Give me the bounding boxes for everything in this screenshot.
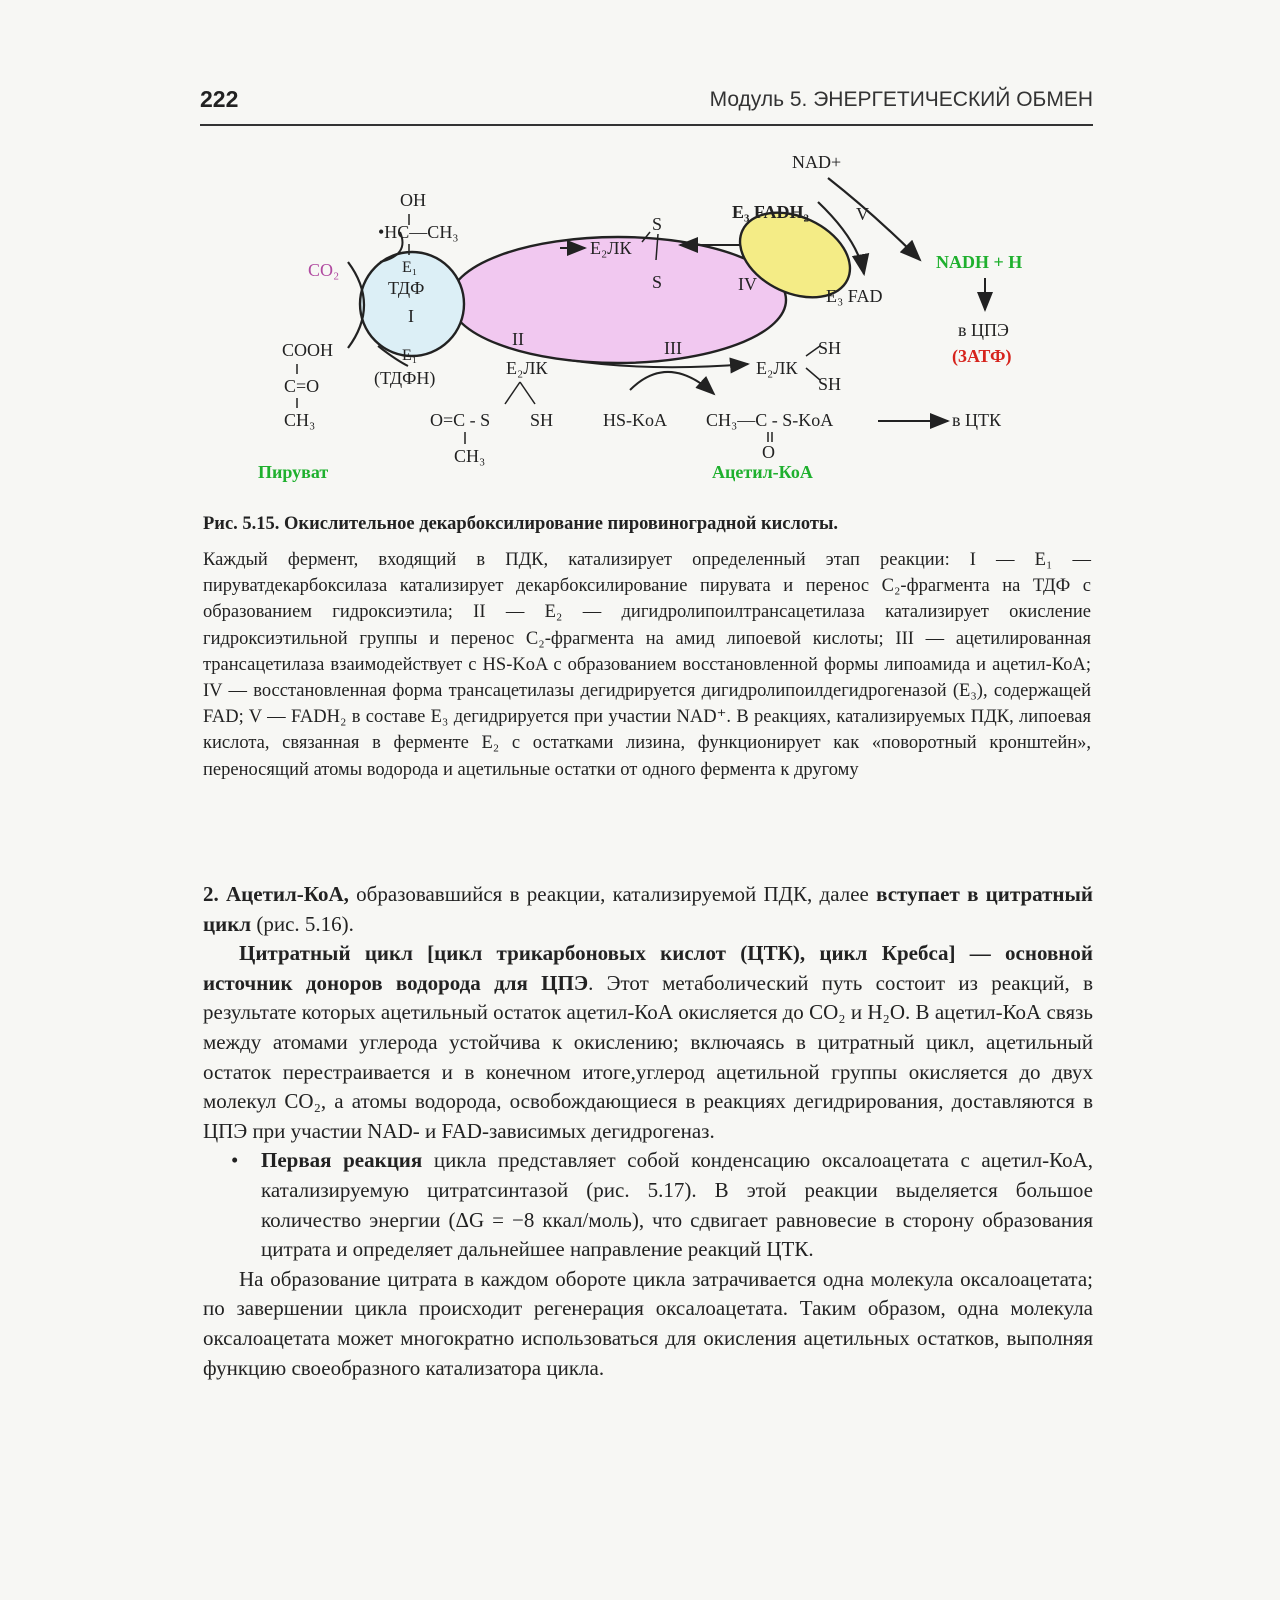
figure-caption: [203, 514, 1091, 783]
body-text: [203, 880, 1093, 1383]
running-head: Модуль 5. ЭНЕРГЕТИЧЕСКИЙ ОБМЕН: [709, 88, 1093, 111]
nadh-label: NADH + H: [936, 252, 1023, 272]
hydroxyethyl-label: •HC—CH₃: [378, 222, 459, 242]
list-item-first-reaction: [203, 1146, 1093, 1264]
s-bottom-label: S: [652, 272, 663, 292]
pdh-diagram: [0, 0, 1280, 500]
cooh-label: COOH: [282, 340, 334, 360]
paragraph-citrate-cycle: [203, 939, 1093, 1146]
acetyl-fragment-label: O=C - S: [430, 410, 491, 430]
e2lk-top-label: E₂ЛК: [590, 238, 632, 258]
roman-2-label: II: [512, 329, 524, 349]
acetyl-koa-label: Ацетил-КоА: [712, 462, 813, 482]
roman-4-label: IV: [738, 274, 757, 294]
tdfh-label: (ТДФН): [374, 368, 436, 388]
co2-label: CO₂: [308, 260, 340, 280]
tdf-label: ТДФ: [388, 278, 425, 298]
bond-line: [520, 382, 535, 404]
roman-1-label: I: [408, 306, 414, 326]
e2lk-left-label: E₂ЛК: [506, 358, 548, 378]
roman-3-label: III: [664, 338, 682, 358]
first-reaction-bold: Первая реакция: [261, 1148, 423, 1173]
bond-line: [505, 382, 520, 404]
to-etc-label: в ЦПЭ: [958, 320, 1009, 340]
nad-plus-label: NAD+: [792, 152, 842, 172]
o-below-label: O: [762, 442, 775, 462]
citrate-cycle-definition: Цитратный цикл [цикл трикарбоновых кислот (ЦТК), цикл Кребса] — основной источник доноров водорода для ЦПЭ: [203, 941, 1093, 995]
page-number: 222: [200, 86, 239, 112]
paragraph-text: На образование цитрата в каждом обороте цикла затрачивается одна молекула оксалоацетата; по завершении цикла происходит регенерация оксалоацетата. Таким образом, одна молекула оксалоацетата может многократно использоваться для окисления ацетильных остатков, выполняя функцию своеобразного катализатора цикла.: [203, 1266, 1093, 1380]
paragraph-acetyl-coa: [203, 880, 1093, 939]
e3-fadh2-label: E₃ FADH₂: [732, 202, 809, 222]
roman-5-label: V: [856, 204, 869, 224]
caption-text: Каждый фермент, входящий в ПДК, катализирует определенный этап реакции: I — E₁ — пируватдекарбоксилаза катализирует декарбоксилирование пирувата и перенос C₂-фрагмента на ТДФ с образованием гидроксиэтила; II — E₂ — дигидролипоилтрансацетилаза катализирует окисление гидроксиэтильной группы и перенос C₂-фрагмента на амид липоевой кислоты; III — ацетилированная трансацетилаза взаимодействует с HS-KoA с образованием восстановленной формы липоамида и ацетил-КоА; IV — восстановленная форма трансацетилазы дегидрируется дигидролипоилдегидрогеназой (E₃), содержащей FAD; V — FADH₂ в составе E₃ дегидрируется при участии NAD⁺. В реакциях, катализируемых ПДК, липоевая кислота, связанная в ферменте E₂ с остатками лизина, функционирует как «поворотный кронштейн», переносящий атомы водорода и ацетильные остатки от одного фермента к другому: [203, 550, 1091, 780]
bullet-icon: •: [231, 1148, 239, 1173]
to-tca-label: в ЦТК: [952, 410, 1001, 430]
acetyl-coa-heading: 2. Ацетил-КоА,: [203, 882, 349, 906]
e1-bottom-label: E₁: [402, 347, 418, 364]
paragraph-text: образовавшийся в реакции, катализируемой ПДК, далее: [348, 882, 877, 906]
s-top-label: S: [652, 214, 663, 234]
hs-koa-label: HS-KoA: [603, 410, 668, 430]
paragraph-text: (рис. 5.16).: [251, 911, 354, 936]
ch3-fragment-label: CH₃: [454, 446, 486, 466]
e3-fad-label: E₃ FAD: [826, 286, 883, 306]
acetyl-koa-formula: CH₃—C - S-KoA: [706, 410, 834, 430]
c-eq-o-label: C=O: [284, 376, 320, 396]
sh-upper-label: SH: [818, 338, 842, 358]
oh-label: OH: [400, 190, 426, 210]
hs-koa-arc: [630, 372, 714, 394]
sh-lower-label: SH: [818, 374, 842, 394]
sh-left-label: SH: [530, 410, 554, 430]
pyruvate-label: Пируват: [258, 462, 329, 482]
e1-top-label: E₁: [402, 259, 418, 276]
e2lk-right-label: E₂ЛК: [756, 358, 798, 378]
caption-title: Рис. 5.15. Окислительное декарбоксилирование пировиноградной кислоты.: [203, 514, 839, 534]
ch3-label: CH₃: [284, 410, 316, 430]
atp-label: (3АТФ): [952, 346, 1012, 366]
paragraph-text: цикла представляет собой конденсацию оксалоацетата с ацетил-КоА, катализируемую цитратсинтазой (рис. 5.17). В этой реакции выделяется большое количество энергии (ΔG = −8 ккал/моль), что сдвигает равновесие в сторону образования цитрата и определяет дальнейшее направление реакций ЦТК.: [261, 1148, 1093, 1262]
paragraph-oxaloacetate: [203, 1265, 1093, 1383]
paragraph-text: . Этот метаболический путь состоит из реакций, в результате которых ацетильный остаток ацетил-КоА окисляется до CO₂ и H₂O. В ацетил-КоА связь между атомами углерода устойчива к окислению; включаясь в цитратный цикл, ацетильный остаток перестраивается и в конечном итоге,углерод ацетильной группы окисляется до двух молекул CO₂, а атомы водорода, освобождающиеся в реакциях дегидрирования, доставляются в ЦПЭ при участии NAD- и FAD-зависимых дегидрогеназ.: [203, 970, 1093, 1143]
citrate-cycle-bold: вступает в цитратный цикл: [203, 882, 1093, 936]
